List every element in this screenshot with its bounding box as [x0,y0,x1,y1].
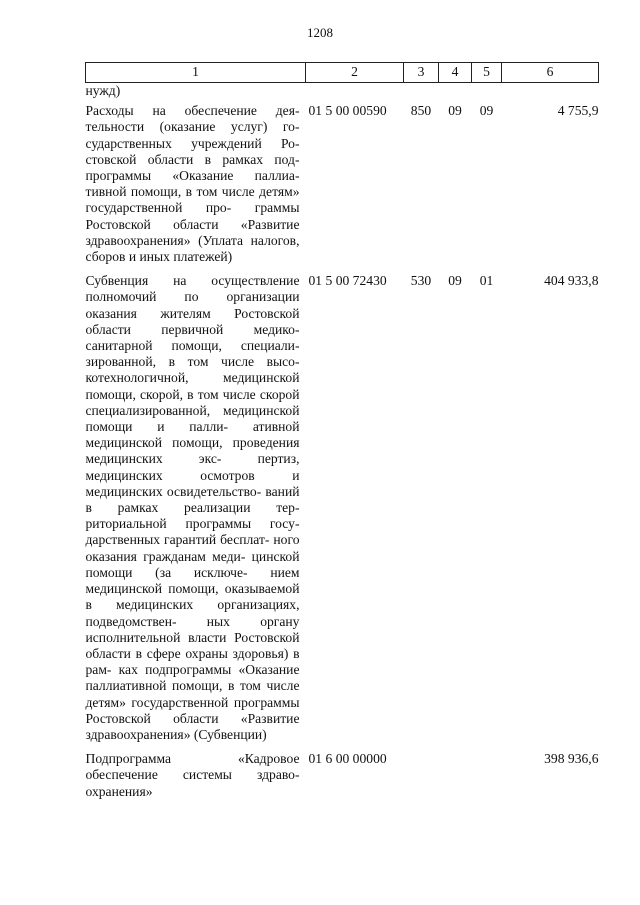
description-line: граммы Ростовской области [85,200,300,232]
budget-table [85,62,599,808]
description-line: области первичной медико- [85,321,300,337]
row-amount: 4 755,9 [557,103,599,119]
description-line: цинской помощи (за исключе- [85,548,300,580]
row-amount: 398 936,6 [544,751,599,767]
description-line: медицинской помощи и палли- [85,402,300,435]
description-line: организациях, подведомствен- [85,597,300,629]
continuation-row [86,83,599,104]
description-line: полномочий по организации [85,289,300,305]
description-line: «Развитие здравоохранения» [85,710,300,742]
description-line: Субвенция на осуществление [85,273,300,289]
description-line: ках подпрограммы «Оказание [118,662,300,678]
description-line: числе детям» государственной [85,678,300,710]
description-line: власти Ростовской области в [85,629,300,661]
description-line: детям» государственной про- [85,184,300,216]
description-line: платежей) [173,249,233,265]
description-line: помощи, скорой, в том числе [85,386,256,402]
description-line: ативной медицинской помощи, [85,419,300,451]
description-line: паллиативной помощи, в том [85,678,261,694]
row-section: 09 [448,273,462,289]
description-line: риториальной программы госу- [85,516,300,532]
description-line: пертиз, медицинских осмотров [85,451,300,483]
header-col-5: 5 [472,63,502,83]
description-line: «Развитие здравоохранения» [85,216,300,248]
table-row [86,103,599,273]
description-line: оказываемой в медицинских [85,581,300,613]
header-col-4: 4 [439,63,472,83]
header-col-1: 1 [86,63,306,83]
description-line: тельности (оказание услуг) го- [85,119,300,135]
description-line: ных органу исполнительной [85,613,300,645]
row-description [86,273,306,751]
row-expense-type [404,751,439,808]
row-section [439,751,472,808]
row-expense-type: 530 [410,273,432,289]
description-line: скорой специализированной, [85,386,300,418]
row-section: 09 [448,103,462,119]
description-line: программы «Оказание паллиа- [85,168,300,184]
description-line: сударственных учреждений Ро- [85,135,300,151]
row-target-code: 01 6 00 00000 [308,751,387,767]
description-line: дарственных гарантий бесплат- [85,532,270,548]
description-line: проведения медицинских экс- [85,435,300,467]
description-line: Подпрограмма «Кадровое [85,751,300,767]
description-line: ного оказания гражданам меди- [85,532,300,564]
description-line: оказания жителям Ростовской [85,305,300,321]
row-target-code: 01 5 00 72430 [308,273,387,289]
description-line: котехнологичной, медицинской [85,370,300,386]
row-subsection [472,751,502,808]
table-header-row [86,63,599,83]
row-description [86,751,306,808]
table-row [86,751,599,808]
description-line: (Уплата налогов, сборов и иных [85,232,300,265]
description-line: охранения» [85,783,153,799]
description-line: тивной помощи, в том числе [85,184,255,200]
description-line: сфере охраны здоровья) в рам- [85,645,300,678]
description-line: обеспечение системы здраво- [85,767,300,783]
description-line: зированной, в том числе высо- [85,354,300,370]
description-line: стовской области в рамках под- [85,151,300,167]
header-col-2: 2 [306,63,404,83]
description-line: программы Ростовской области [85,694,300,726]
row-subsection: 09 [479,103,494,119]
row-subsection: 01 [479,273,494,289]
row-amount: 404 933,8 [544,273,599,289]
row-expense-type: 850 [410,103,432,119]
page-number: 1208 [307,25,333,40]
row-description [86,103,306,273]
description-line: нием медицинской помощи, [85,564,300,597]
description-line: санитарной помощи, специали- [85,338,300,354]
header-col-6: 6 [502,63,599,83]
description-line: и медицинских освидетельство- [85,467,300,499]
description-line: (Субвенции) [193,726,267,742]
header-col-3: 3 [404,63,439,83]
description-line: ваний в рамках реализации тер- [85,483,300,516]
table-row [86,273,599,751]
continuation-text: нужд) [85,83,121,98]
row-target-code: 01 5 00 00590 [308,103,387,119]
description-line: Расходы на обеспечение дея- [85,103,300,119]
